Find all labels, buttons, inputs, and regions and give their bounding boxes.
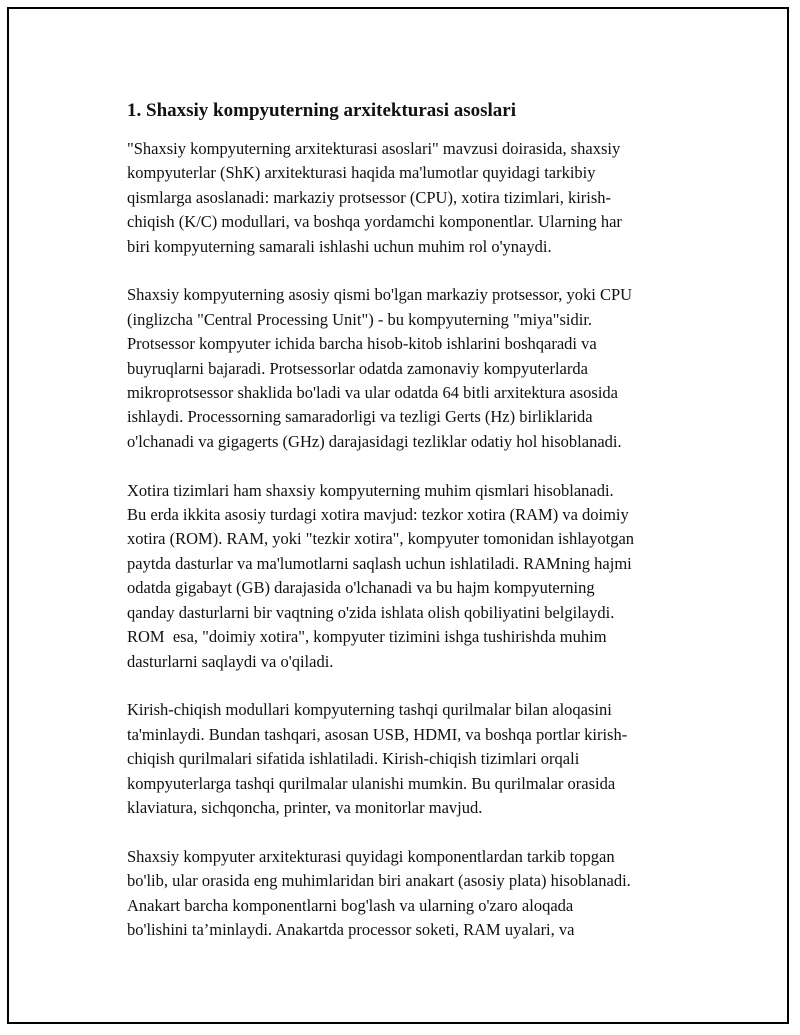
paragraph-memory: Xotira tizimlari ham shaxsiy kompyuterning muhim qismlari hisoblanadi. Bu erda ikkita asosiy turdagi xotira mavjud: tezkor xotira (RAM) va doimiy xotira (ROM). RAM, yoki "tezkir xotira", kompyuter tomonidan ishlayotgan paytda dasturlar va ma'lumotlarni saqlash uchun ishlatiladi. RAMning hajmi odatda gigabayt (GB) darajasida o'lchanadi va bu hajm kompyuterning qanday dasturlarni bir vaqtning o'zida ishlata olish qobiliyatini belgilaydi. ROM esa, "doimiy xotira", kompyuter tizimini ishga tushirishda muhim dasturlarni saqlaydi va o'qiladi. [127, 480, 635, 671]
paragraph-io: Kirish-chiqish modullari kompyuterning tashqi qurilmalar bilan aloqasini ta'minlaydi. Bundan tashqari, asosan USB, HDMI, va boshqa portlar kirish- chiqish qurilmalari sifatida ishlatiladi. Kirish-chiqish tizimlari orqali kompyuterlarga tashqi qurilmalar ulanishi mumkin. Bu qurilmalar orasida klaviatura, sichqoncha, printer, va monitorlar mavjud. [127, 700, 628, 817]
document-body [119, 99, 703, 967]
paragraph-cpu: Shaxsiy kompyuterning asosiy qismi bo'lgan markaziy protsessor, yoki CPU (inglizcha "Central Processing Unit") - bu kompyuterning "miya"sidir. Protsessor kompyuter ichida barcha hisob-kitob ishlarini boshqaradi va buyruqlarni bajaradi. Protsessorlar odatda zamonaviy kompyuterlarda mikroprotsessor shaklida bo'ladi va ular odatda 64 bitli arxitektura asosida ishlaydi. Processorning samaradorligi va tezligi Gerts (Hz) birliklarida o'lchanadi va gigagerts (GHz) darajasidagi tezliklar odatiy hol hisoblanadi. [127, 285, 633, 451]
section-heading: 1. Shaxsiy kompyuterning arxitekturasi asoslari [127, 100, 517, 121]
page-frame [7, 7, 789, 1024]
paragraph-intro: "Shaxsiy kompyuterning arxitekturasi asoslari" mavzusi doirasida, shaxsiy kompyuterlar (ShK) arxitekturasi haqida ma'lumotlar quyidagi tarkibiy qismlarga asoslanadi: markaziy protsessor (CPU), xotira tizimlari, kirish- chiqish (K/C) modullari, va boshqa yordamchi komponentlar. Ularning har biri kompyuterning samarali ishlashi uchun muhim rol o'ynaydi. [127, 139, 622, 256]
paragraph-motherboard: Shaxsiy kompyuter arxitekturasi quyidagi komponentlardan tarkib topgan bo'lib, ular orasida eng muhimlaridan biri anakart (asosiy plata) hisoblanadi. Anakart barcha komponentlarni bog'lash va ularning o'zaro aloqada bo'lishini ta’minlaydi. Anakartda processor soketi, RAM uyalari, va [127, 846, 631, 939]
